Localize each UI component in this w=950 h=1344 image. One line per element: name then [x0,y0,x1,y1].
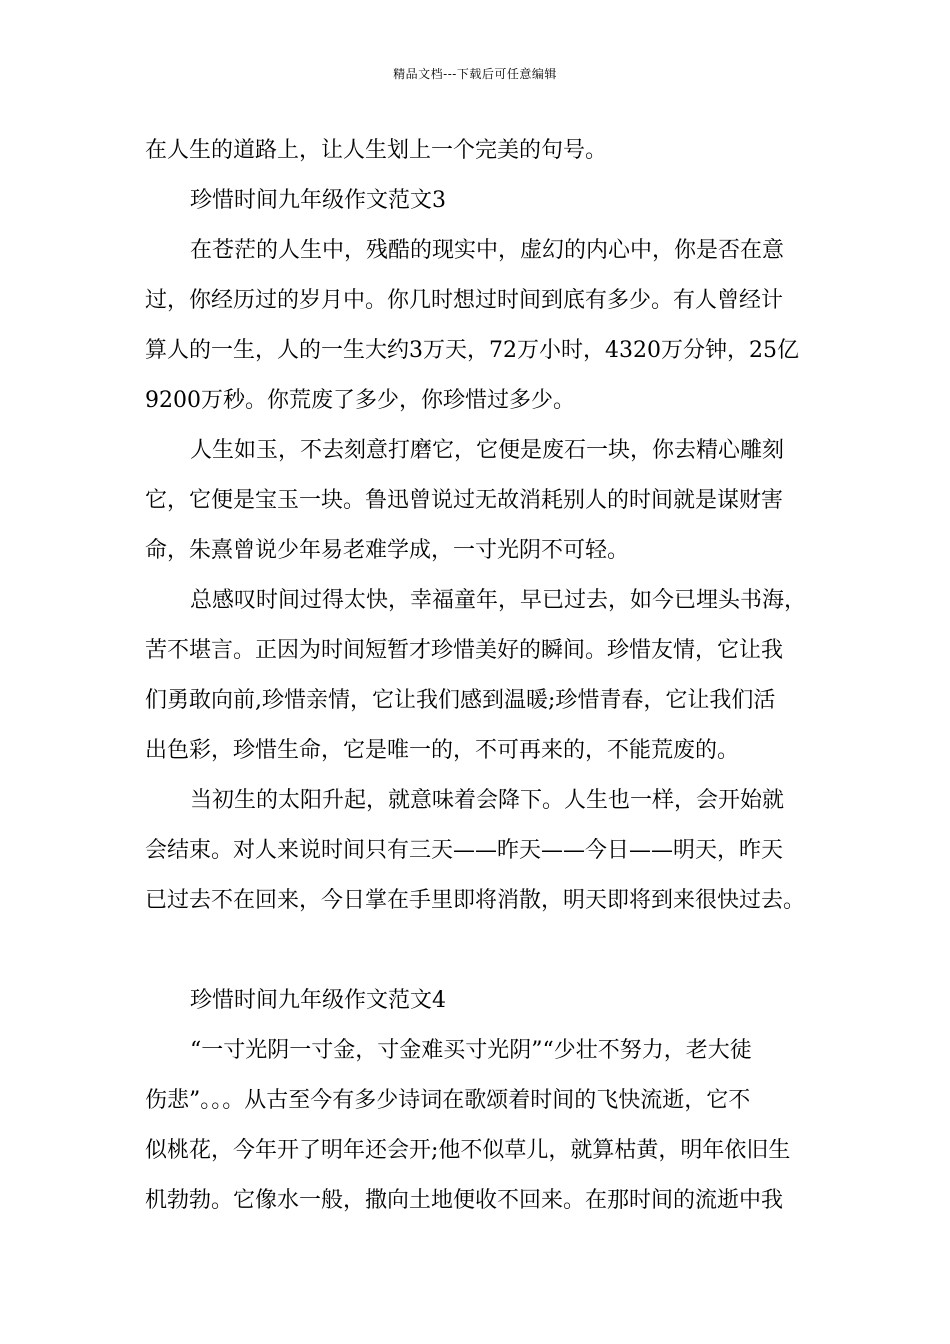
paragraph-line: “一寸光阴一寸金，寸金难买寸光阴”“少壮不努力，老大徒 [190,1038,752,1063]
paragraph-line: 算人的一生，人的一生大约3万天，72万小时，4320万分钟，25亿 [145,338,799,363]
paragraph-line: 出色彩，珍惜生命，它是唯一的，不可再来的，不能荒废的。 [145,738,740,763]
paragraph-line: 们勇敢向前,珍惜亲情，它让我们感到温暖;珍惜青春，它让我们活 [145,688,776,713]
paragraph-line: 苦不堪言。正因为时间短暂才珍惜美好的瞬间。珍惜友情，它让我 [145,638,784,663]
paragraph-line: 在人生的道路上，让人生划上一个完美的句号。 [145,138,608,163]
paragraph-line: 似桃花，今年开了明年还会开;他不似草儿，就算枯黄，明年依旧生 [145,1138,791,1163]
section-heading: 珍惜时间九年级作文范文3 [190,188,446,213]
paragraph-line: 在苍茫的人生中，残酷的现实中，虚幻的内心中，你是否在意 [190,238,785,263]
paragraph-line: 会结束。对人来说时间只有三天——昨天——今日——明天，昨天 [145,838,784,863]
paragraph-line: 9200万秒。你荒废了多少，你珍惜过多少。 [145,388,575,413]
paragraph-line: 已过去不在回来，今日掌在手里即将消散，明天即将到来很快过去。 [145,888,806,913]
paragraph-line: 当初生的太阳升起，就意味着会降下。人生也一样，会开始就 [190,788,785,813]
paragraph-line: 过，你经历过的岁月中。你几时想过时间到底有多少。有人曾经计 [145,288,784,313]
paragraph-line: 总感叹时间过得太快，幸福童年，早已过去，如今已埋头书海， [190,588,807,613]
section-heading: 珍惜时间九年级作文范文4 [190,988,446,1013]
paragraph-line: 伤悲”。。。从古至今有多少诗词在歌颂着时间的飞快流逝，它不 [145,1088,751,1113]
paragraph-line: 它，它便是宝玉一块。鲁迅曾说过无故消耗别人的时间就是谋财害 [145,488,784,513]
paragraph-line: 命，朱熹曾说少年易老难学成，一寸光阴不可轻。 [145,538,630,563]
page-header: 精品文档---下载后可任意编辑 [393,67,557,81]
paragraph-line: 机勃勃。它像水一般，撒向土地便收不回来。在那时间的流逝中我 [145,1188,784,1213]
paragraph-line: 人生如玉，不去刻意打磨它，它便是废石一块，你去精心雕刻 [190,438,785,463]
